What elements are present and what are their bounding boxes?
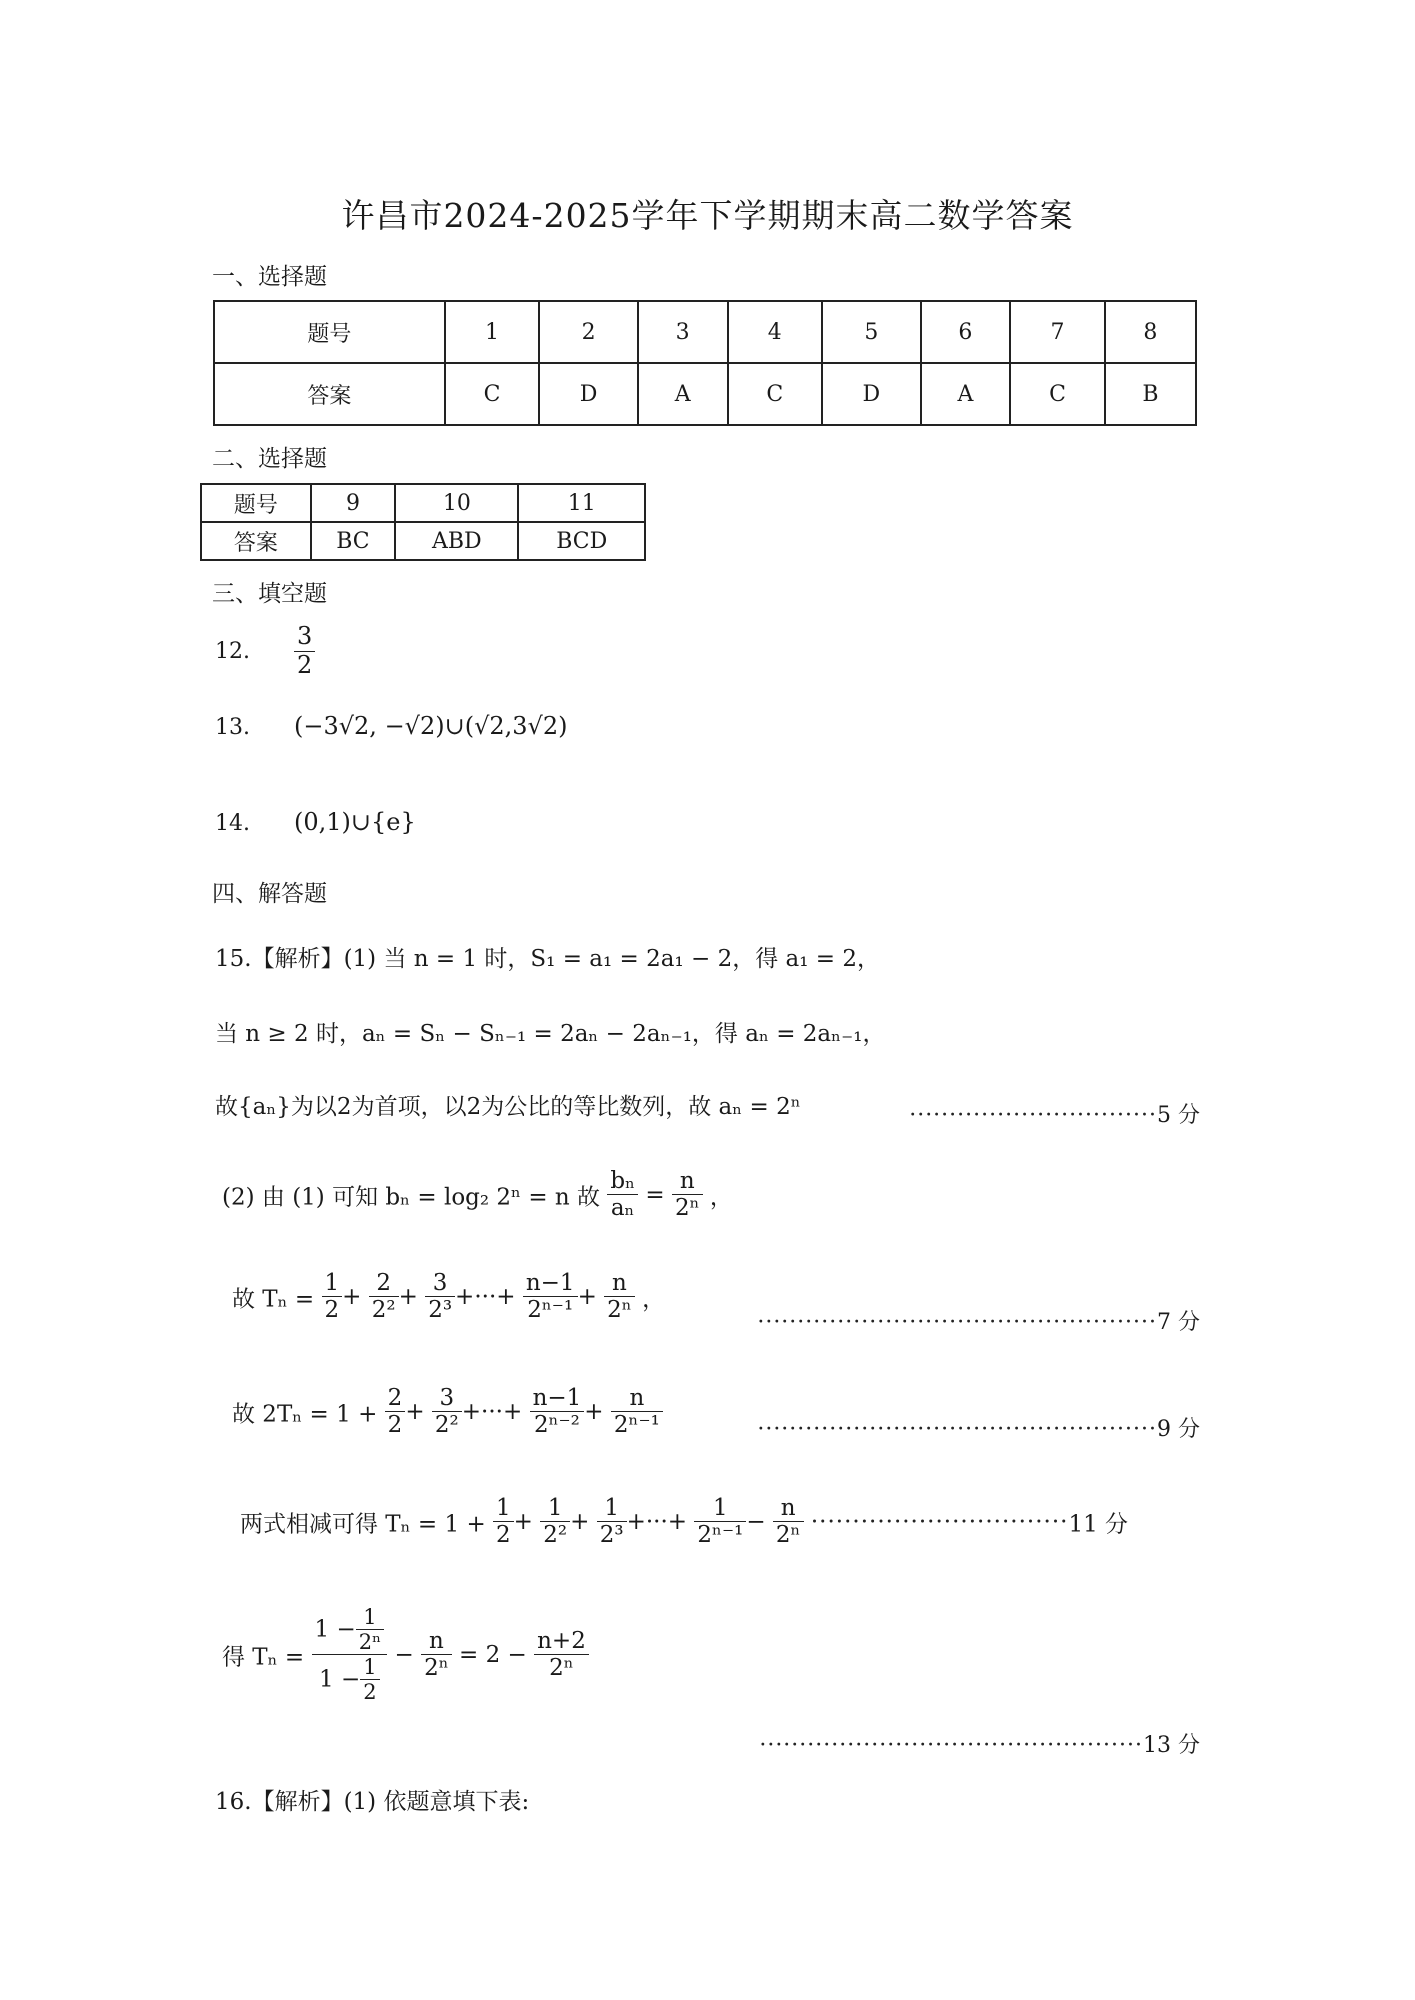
answer-table-1 [213,300,1197,426]
fraction [540,1495,570,1549]
fraction [604,1270,635,1324]
q15-line-4 [222,1168,733,1222]
numerator: 1 [493,1495,514,1522]
score-dots: ······························· [810,1508,1069,1535]
equals-sign: = [645,1181,665,1208]
numerator: 1 [597,1495,627,1522]
q15-line-8: 得 Tₙ = 1 − $\frac{1}{\text{2ⁿ}}$ 1 − $\frac{1}{2}$ − $\frac{n}{\text{2ⁿ}}$ = 2 − $\frac{n+2}{\text{2ⁿ}}$ [222,1605,589,1705]
denominator: 2ⁿ [549,1655,574,1682]
table-cell: 1 [445,301,540,363]
numerator: 3 [432,1385,462,1412]
page-title: 许昌市2024-2025学年下学期期末高二数学答案 [341,196,1074,235]
denominator: aₙ [610,1195,635,1222]
fraction [322,1270,343,1324]
score-marker: ················································13 分 [759,1733,1200,1758]
score-label: 7 分 [1157,1310,1200,1335]
denominator: 2 [324,1297,340,1324]
table-cell: 4 [728,301,823,363]
table-cell: 8 [1105,301,1196,363]
q15-line-6: 故 2Tₙ = 1 + $\frac{2}{2}$ + $\frac{3}{\text{2²}}$ +···+ $\frac{n-1}{\text{2ⁿ⁻²}}$ + $\frac{n}{\text{2ⁿ⁻¹}}$ [232,1385,663,1439]
fraction [672,1168,703,1222]
table-cell: BCD [518,522,645,560]
table-cell: 5 [822,301,921,363]
table-cell: 6 [921,301,1011,363]
numerator [312,1605,388,1655]
numerator: n [611,1385,663,1412]
interval-value: (−3√2, −√2)∪(√2,3√2) [294,712,568,740]
numerator: 3 [294,623,315,652]
numerator: 2 [385,1385,406,1412]
answer-13 [215,712,567,740]
table-answer-label: 答案 [214,363,445,425]
answer-12 [215,623,315,679]
numerator: n−1 [523,1270,578,1297]
numerator: n−1 [530,1385,585,1412]
punctuation: ， [642,1286,666,1313]
denominator: 2ⁿ⁻¹ [613,1412,660,1439]
denominator: 2ⁿ [775,1522,801,1549]
denominator: 2³ [599,1522,624,1549]
answer-table-2 [200,483,646,561]
table-cell: D [822,363,921,425]
denominator: 2ⁿ⁻² [533,1412,580,1439]
q15-line-7: 两式相减可得 Tₙ = 1 + $\frac{1}{2}$ + $\frac{1}{\text{2²}}$ + $\frac{1}{\text{2³}}$ +···+ $\frac{1}{\text{2ⁿ⁻¹}}$ − $\frac{n}{\text{2ⁿ}}$ ·······························11 分 [240,1495,1129,1549]
fraction [432,1385,462,1439]
fraction [356,1605,384,1654]
denominator: 2ⁿ [607,1297,632,1324]
score-label: 11 分 [1068,1511,1129,1538]
denominator: 2² [543,1522,568,1549]
numerator: 1 [360,1655,379,1680]
line-text: 故 Tₙ = [232,1286,315,1313]
denominator: 2 [297,650,313,679]
fraction [523,1270,578,1324]
table-cell: 11 [518,484,645,522]
table-cell: 9 [311,484,395,522]
fraction [360,1655,379,1704]
q16-line-1: 16.【解析】(1) 依题意填下表: [215,1789,530,1815]
denominator: 2³ [428,1297,453,1324]
numerator: n [604,1270,635,1297]
denominator: 2² [371,1297,396,1324]
section-heading-2: 二、选择题 [212,446,327,472]
line-text: 得 Tₙ = [222,1644,305,1671]
numerator: n [773,1495,804,1522]
table-cell: 2 [539,301,638,363]
numerator: 1 [540,1495,570,1522]
fraction [611,1385,663,1439]
fraction [607,1168,638,1222]
numerator: n+2 [534,1628,589,1655]
question-number: 13. [215,715,250,740]
question-number: 14. [215,811,250,836]
denominator: 2ⁿ [424,1655,449,1682]
denominator-text: 1 − [319,1666,361,1693]
q15-line-2: 当 n ≥ 2 时，aₙ = Sₙ − Sₙ₋₁ = 2aₙ − 2aₙ₋₁，得 aₙ = 2aₙ₋₁， [215,1021,886,1047]
compound-fraction [312,1605,388,1705]
denominator: 2ⁿ⁻¹ [697,1522,744,1549]
numerator: n [672,1168,703,1195]
table-cell: ABD [395,522,518,560]
set-value: (0,1)∪{e} [294,808,416,836]
q15-line-5: 故 Tₙ = $\frac{1}{2}$ + $\frac{2}{\text{2²}}$ + $\frac{3}{\text{2³}}$ +···+ $\frac{n-1}{\text{2ⁿ⁻¹}}$ + $\frac{n}{\text{2ⁿ}}$ ， [232,1270,666,1324]
table-cell: A [638,363,728,425]
table-cell: 7 [1010,301,1105,363]
table-row [214,363,1196,425]
table-row [214,301,1196,363]
table-answer-label: 答案 [201,522,311,560]
fraction [694,1495,746,1549]
q15-line-3: 故{aₙ}为以2为首项，以2为公比的等比数列，故 aₙ = 2ⁿ [215,1094,801,1120]
table-cell: 3 [638,301,728,363]
table-row [201,522,645,560]
fraction [385,1385,406,1439]
punctuation: ， [709,1184,733,1211]
denominator: 2ⁿ [674,1195,700,1222]
fraction [530,1385,585,1439]
denominator: 2 [496,1522,511,1549]
numerator-text: 1 − [314,1616,356,1643]
table-cell: C [728,363,823,425]
numerator: 3 [425,1270,455,1297]
numerator: bₙ [607,1168,638,1195]
table-cell: B [1105,363,1196,425]
table-cell: C [445,363,540,425]
answer-14 [215,808,416,836]
table-cell: A [921,363,1011,425]
table-cell: D [539,363,638,425]
fraction [597,1495,627,1549]
section-heading-1: 一、选择题 [212,264,327,290]
denominator: 2² [434,1412,459,1439]
denominator: 2 [363,1680,377,1705]
line-text: 故 2Tₙ = 1 + [232,1401,378,1428]
denominator: 2ⁿ [358,1630,382,1655]
fraction [294,623,315,679]
table-cell: 10 [395,484,518,522]
equals-text: = 2 − [458,1641,527,1668]
score-label: 9 分 [1157,1417,1200,1442]
score-marker: ·······························5 分 [909,1103,1200,1128]
denominator [312,1655,388,1704]
score-marker: ··················································7 分 [757,1310,1200,1335]
table-header-label: 题号 [201,484,311,522]
fraction [369,1270,399,1324]
fraction [493,1495,514,1549]
numerator: n [421,1628,452,1655]
fraction [773,1495,804,1549]
table-cell: C [1010,363,1105,425]
section-heading-3: 三、填空题 [212,581,327,607]
numerator: 2 [369,1270,399,1297]
fraction [425,1270,455,1324]
score-label: 5 分 [1157,1103,1200,1128]
question-number: 12. [215,638,250,664]
line-text: 两式相减可得 Tₙ = 1 + [240,1511,486,1538]
table-header-label: 题号 [214,301,445,363]
denominator: 2ⁿ⁻¹ [527,1297,574,1324]
q15-line-1: 15.【解析】(1) 当 n = 1 时，S₁ = a₁ = 2a₁ − 2，得 a₁ = 2， [215,946,880,972]
numerator: 1 [356,1605,384,1630]
section-heading-4: 四、解答题 [212,881,327,907]
fraction [421,1628,452,1682]
line-text: (2) 由 (1) 可知 bₙ = log₂ 2ⁿ = n 故 [222,1184,601,1211]
score-label: 13 分 [1143,1733,1200,1758]
table-cell: BC [311,522,395,560]
fraction [534,1628,589,1682]
numerator: 1 [694,1495,746,1522]
score-marker: ··················································9 分 [757,1417,1200,1442]
numerator: 1 [322,1270,343,1297]
denominator: 2 [387,1412,403,1439]
table-row [201,484,645,522]
